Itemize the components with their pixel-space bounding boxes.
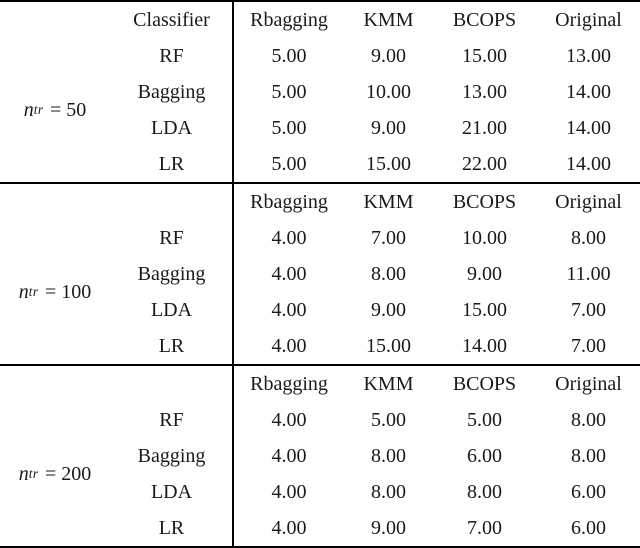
value-cell: 4.00 [271, 516, 307, 539]
table-block-ntr-100 [0, 184, 640, 366]
value-cell: 22.00 [462, 152, 507, 175]
header-row [0, 2, 640, 38]
value-cell: 8.00 [467, 480, 502, 503]
value-cell: 4.00 [271, 262, 307, 285]
value-cell: 15.00 [366, 334, 411, 357]
header-row [0, 366, 640, 402]
column-header-bcops: BCOPS [452, 8, 517, 31]
value-cell: 8.00 [371, 262, 406, 285]
classifier-name: RF [159, 226, 184, 249]
classifier-name: LDA [150, 298, 193, 321]
value-cell: 8.00 [371, 480, 406, 503]
column-header-bcops: BCOPS [452, 190, 517, 213]
value-cell: 4.00 [271, 444, 307, 467]
group-label-ntr-200 [0, 402, 110, 546]
value-cell: 6.00 [467, 444, 502, 467]
math-equals-value: = 200 [44, 462, 92, 485]
math-superscript: tr [33, 102, 44, 117]
value-cell: 4.00 [271, 298, 307, 321]
value-cell: 11.00 [566, 262, 611, 285]
column-header-kmm: KMM [363, 8, 414, 31]
value-cell: 5.00 [271, 44, 307, 67]
classifier-name: RF [159, 44, 184, 67]
column-header-rbagging: Rbagging [250, 8, 328, 31]
group-label-ntr-100 [0, 220, 110, 364]
column-header-bcops: BCOPS [452, 372, 517, 395]
value-cell: 14.00 [566, 116, 611, 139]
math-variable: n [18, 280, 29, 303]
empty-cell [110, 366, 233, 402]
value-cell: 9.00 [467, 262, 502, 285]
classifier-name: Bagging [137, 444, 206, 467]
column-header-original: Original [555, 372, 622, 395]
value-cell: 9.00 [371, 116, 406, 139]
value-cell: 15.00 [366, 152, 411, 175]
value-cell: 7.00 [371, 226, 406, 249]
empty-cell [0, 184, 110, 220]
math-superscript: tr [28, 284, 39, 299]
empty-cell [0, 366, 110, 402]
value-cell: 4.00 [271, 226, 307, 249]
value-cell: 6.00 [571, 480, 606, 503]
column-header-original: Original [555, 8, 622, 31]
column-header-rbagging: Rbagging [250, 372, 328, 395]
empty-cell [0, 2, 110, 38]
value-cell: 14.00 [566, 80, 611, 103]
value-cell: 7.00 [571, 334, 606, 357]
classifier-name: LR [158, 334, 185, 357]
math-variable: n [18, 462, 29, 485]
value-cell: 8.00 [571, 408, 606, 431]
math-equals-value: = 50 [49, 98, 87, 121]
value-cell: 5.00 [271, 116, 307, 139]
column-header-kmm: KMM [363, 372, 414, 395]
value-cell: 15.00 [462, 298, 507, 321]
value-cell: 4.00 [271, 480, 307, 503]
math-variable: n [23, 98, 34, 121]
value-cell: 4.00 [271, 408, 307, 431]
value-cell: 13.00 [462, 80, 507, 103]
value-cell: 10.00 [462, 226, 507, 249]
column-header-classifier: Classifier [133, 8, 210, 31]
header-row [0, 184, 640, 220]
value-cell: 6.00 [571, 516, 606, 539]
empty-cell [110, 184, 233, 220]
table-block-ntr-50 [0, 2, 640, 184]
classifier-name: LR [158, 152, 185, 175]
value-cell: 8.00 [571, 444, 606, 467]
value-cell: 9.00 [371, 516, 406, 539]
table-block-ntr-200 [0, 366, 640, 548]
classifier-name: LDA [150, 116, 193, 139]
column-header-kmm: KMM [363, 190, 414, 213]
value-cell: 10.00 [366, 80, 411, 103]
value-cell: 5.00 [271, 80, 307, 103]
classifier-name: LR [158, 516, 185, 539]
value-cell: 8.00 [371, 444, 406, 467]
value-cell: 5.00 [371, 408, 406, 431]
value-cell: 9.00 [371, 44, 406, 67]
value-cell: 14.00 [462, 334, 507, 357]
value-cell: 15.00 [462, 44, 507, 67]
column-divider-rule [232, 2, 234, 548]
value-cell: 8.00 [571, 226, 606, 249]
value-cell: 5.00 [467, 408, 502, 431]
classifier-name: Bagging [137, 80, 206, 103]
column-header-original: Original [555, 190, 622, 213]
classifier-name: RF [159, 408, 184, 431]
column-header-rbagging: Rbagging [250, 190, 328, 213]
value-cell: 13.00 [566, 44, 611, 67]
value-cell: 7.00 [467, 516, 502, 539]
value-cell: 21.00 [462, 116, 507, 139]
value-cell: 4.00 [271, 334, 307, 357]
math-superscript: tr [28, 466, 39, 481]
value-cell: 9.00 [371, 298, 406, 321]
value-cell: 5.00 [271, 152, 307, 175]
value-cell: 7.00 [571, 298, 606, 321]
classifier-name: LDA [150, 480, 193, 503]
value-cell: 14.00 [566, 152, 611, 175]
classifier-name: Bagging [137, 262, 206, 285]
group-label-ntr-50 [0, 38, 110, 182]
math-equals-value: = 100 [44, 280, 92, 303]
